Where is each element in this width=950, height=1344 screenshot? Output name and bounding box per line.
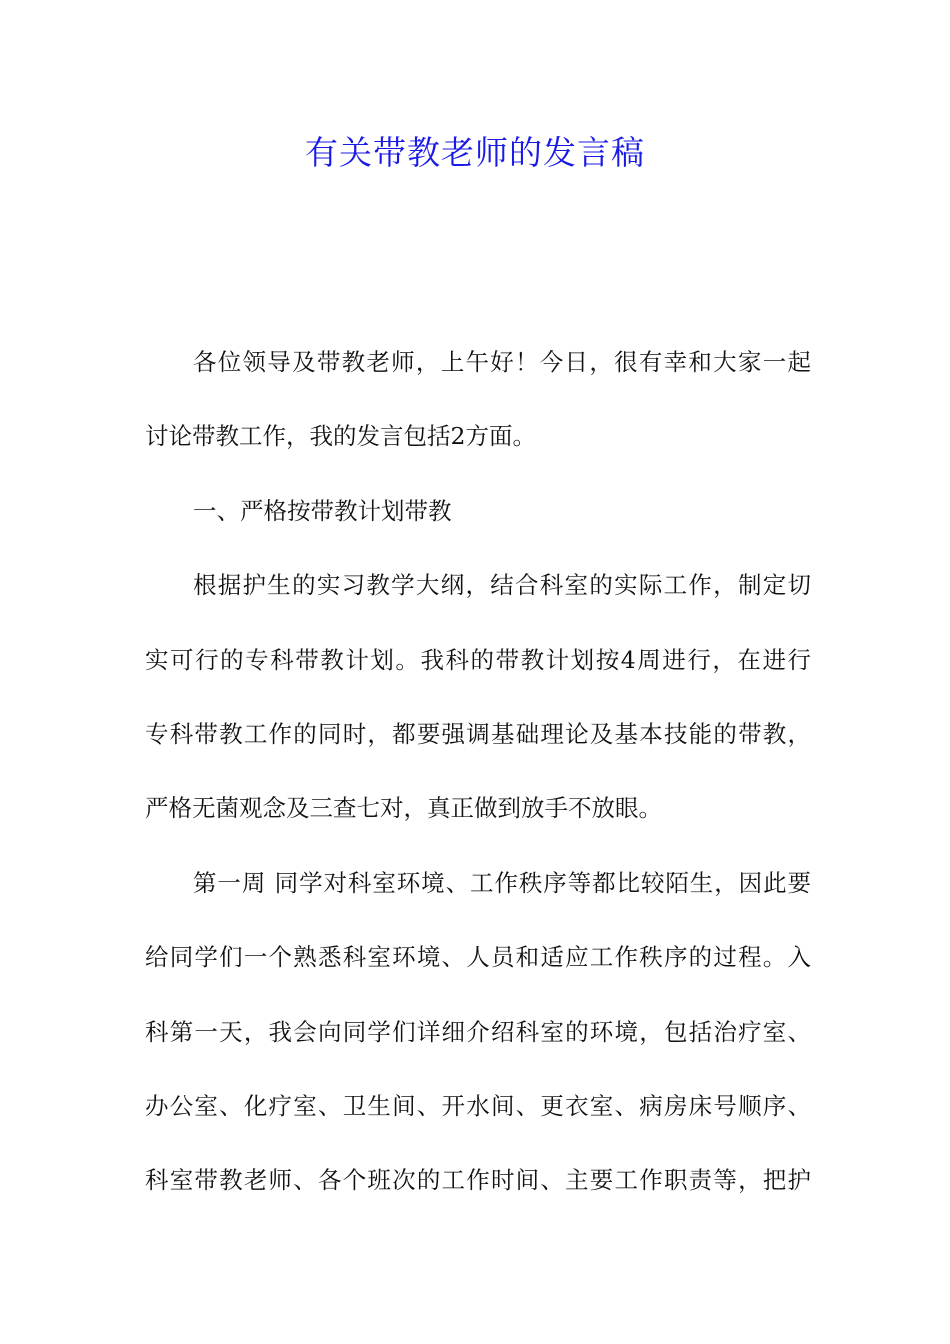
text-line: 办公室、化疗室、卫生间、开水间、更衣室、病房床号顺序、 [145,1091,811,1120]
document-title: 有关带教老师的发言稿 [305,133,645,172]
text-line: 给同学们一个熟悉科室环境、人员和适应工作秩序的过程。入 [145,943,811,972]
text-line: 根据护生的实习教学大纲，结合科室的实际工作，制定切 [193,571,811,600]
document-body [145,325,811,1218]
text-line: 讨论带教工作，我的发言包括2方面。 [145,422,536,451]
text-line: 科第一天，我会向同学们详细介绍科室的环境，包括治疗室、 [145,1017,811,1046]
text-line: 专科带教工作的同时，都要强调基础理论及基本技能的带教， [145,719,811,748]
text-line: 科室带教老师、各个班次的工作时间、主要工作职责等，把护 [145,1166,811,1195]
text-line: 实可行的专科带教计划。我科的带教计划按4周进行，在进行 [145,645,811,674]
section-heading: 一、严格按带教计划带教 [193,496,452,525]
text-line: 各位领导及带教老师，上午好！今日，很有幸和大家一起 [193,348,811,376]
text-line: 第一周 同学对科室环境、工作秩序等都比较陌生，因此要 [193,868,811,897]
text-line: 严格无菌观念及三查七对，真正做到放手不放眼。 [145,794,662,823]
